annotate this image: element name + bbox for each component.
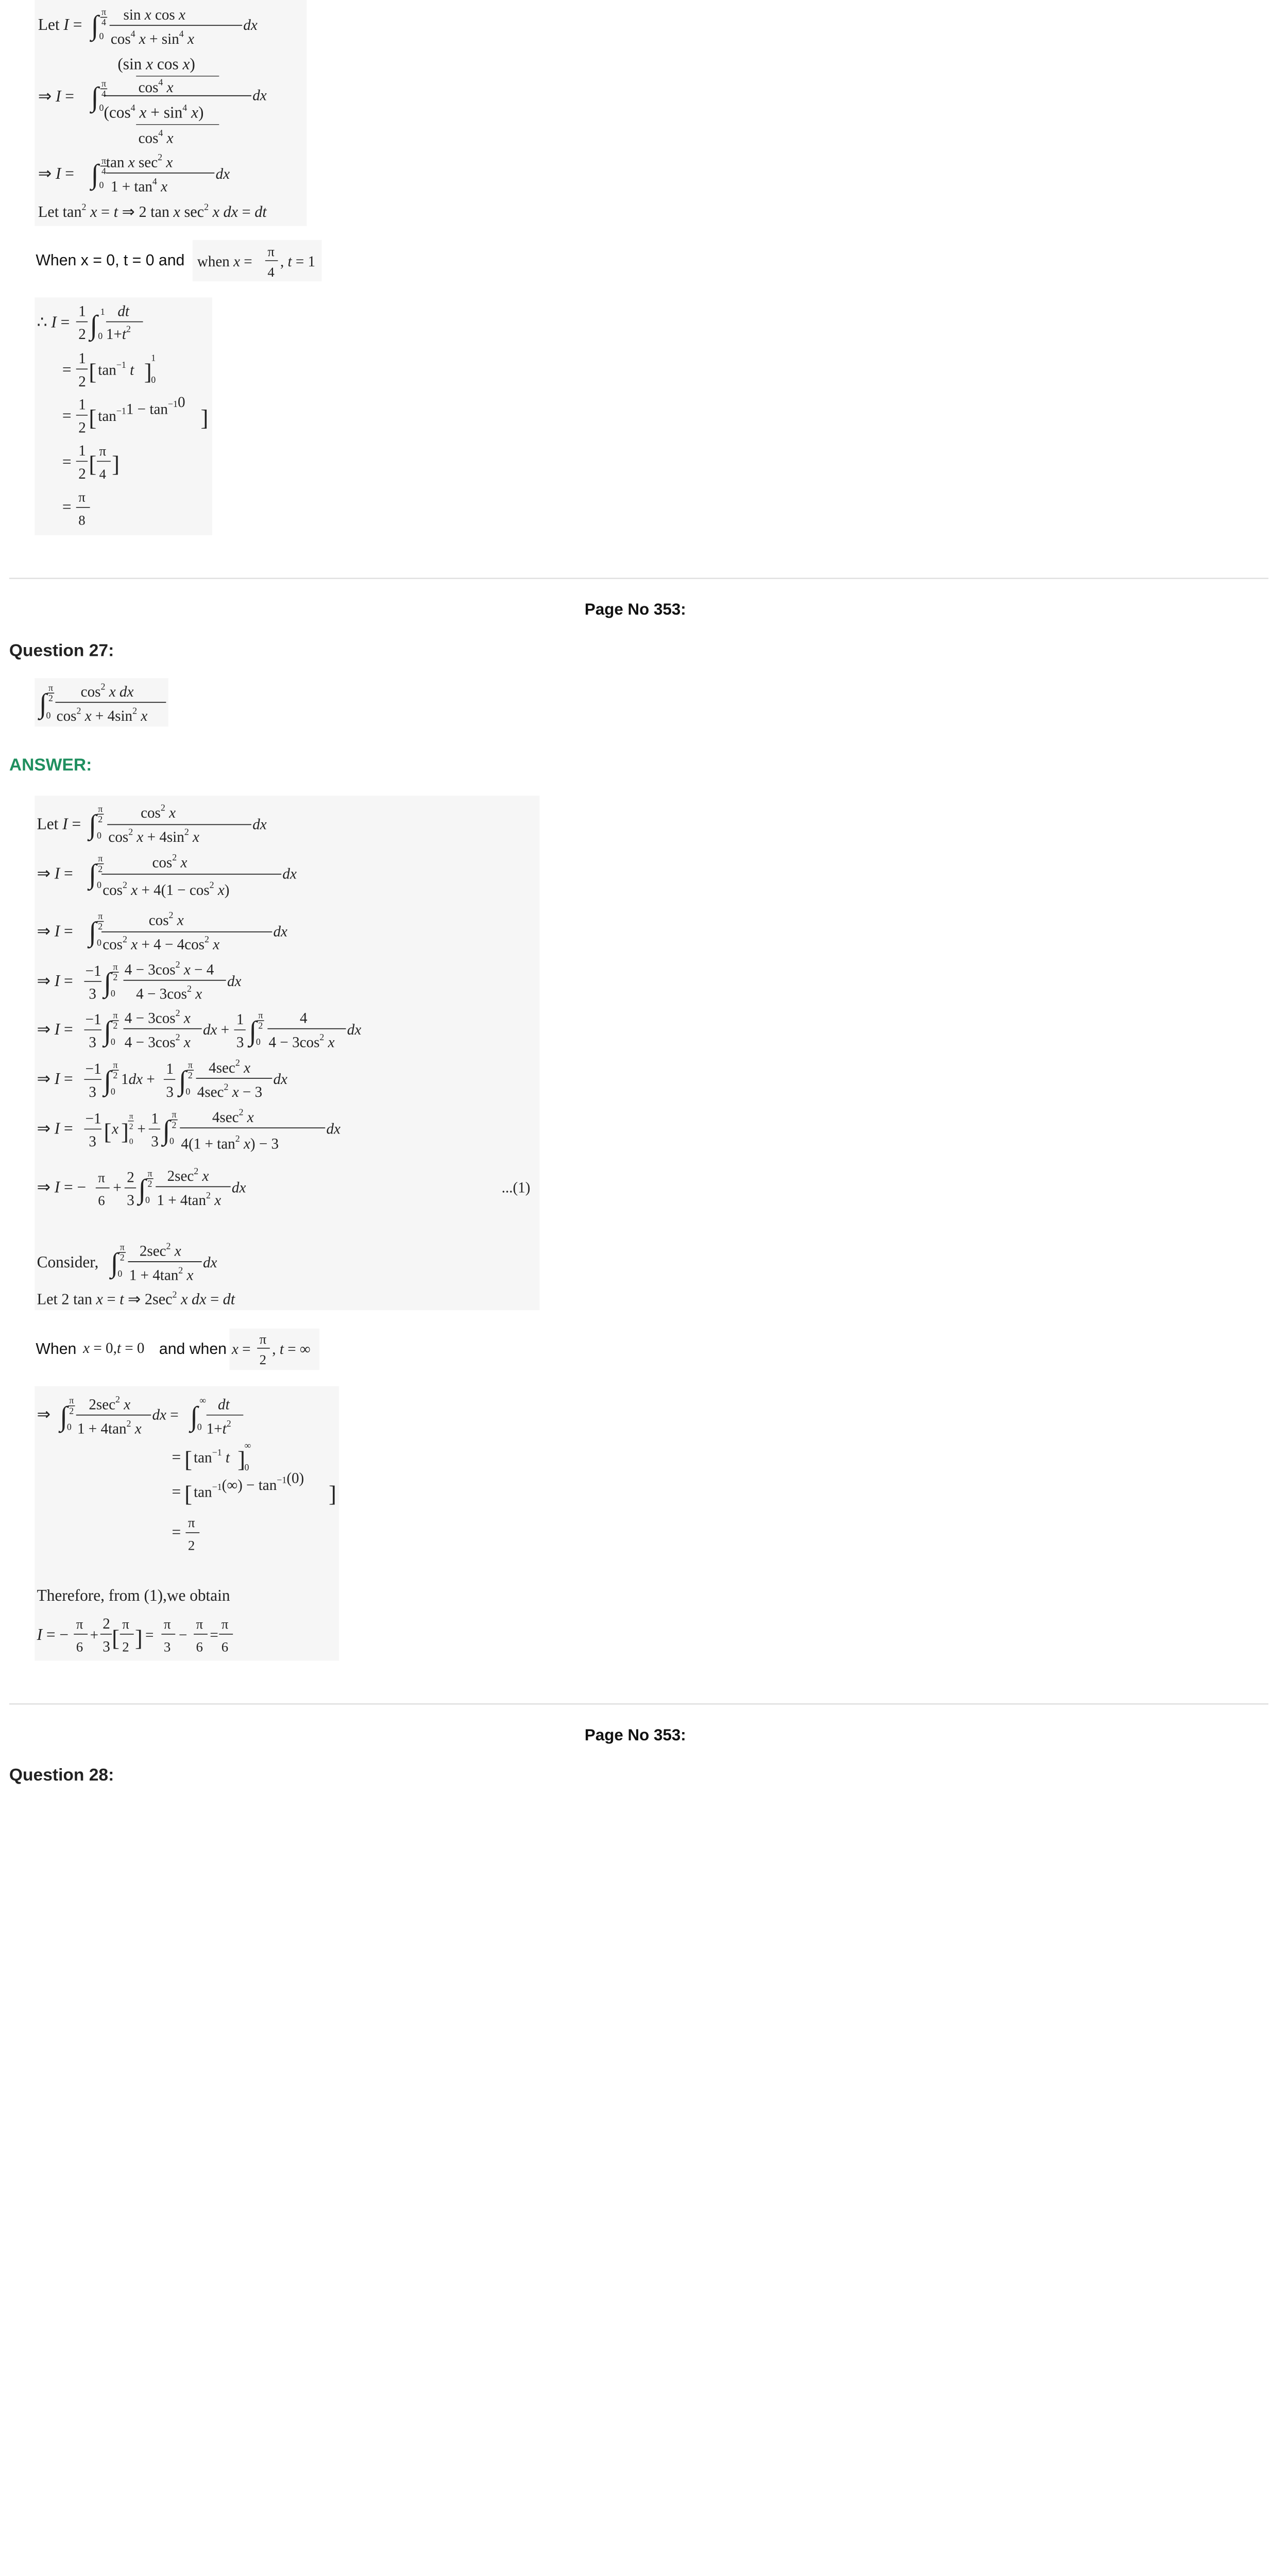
svg-text:⇒ I =: ⇒ I = xyxy=(37,1070,73,1088)
top-solution-image-2 xyxy=(35,298,212,535)
svg-text:2sec2 x: $2\sec^2$ x xyxy=(167,1165,209,1185)
svg-text:[: [ xyxy=(89,451,97,477)
svg-text:]: ] xyxy=(328,1481,336,1507)
divider-1 xyxy=(9,578,1268,579)
svg-text:⇒ I =: ⇒ I = xyxy=(37,922,73,940)
svg-text:3: 3 xyxy=(151,1133,159,1150)
svg-text:2: 2 xyxy=(78,373,86,390)
svg-text:cos2 x: $\cos^2 x$ xyxy=(148,909,184,929)
svg-text:2: 2 xyxy=(113,1070,118,1080)
svg-text:1: 1 xyxy=(236,1011,244,1028)
svg-text:...(1): ...(1) xyxy=(501,1179,531,1196)
svg-text:dx: dx xyxy=(273,1071,287,1088)
svg-text:∫: ∫ xyxy=(89,809,97,840)
svg-text:cos2 x + 4sin2 x: $\cos^2 x + 4\sin^2$ x xyxy=(56,705,148,725)
svg-text:dx: dx xyxy=(215,165,230,182)
question-27-integral xyxy=(35,678,168,726)
svg-text:=: = xyxy=(172,1482,181,1501)
svg-text:π: π xyxy=(122,1616,129,1632)
svg-text:(sin x cos x): (sin x cos x) xyxy=(117,55,195,73)
svg-text:0: 0 xyxy=(197,1421,202,1432)
svg-text:0: 0 xyxy=(66,1421,72,1432)
svg-text:x: x xyxy=(112,1121,119,1138)
svg-text:dx: dx xyxy=(252,87,267,104)
svg-text:dx: dx xyxy=(347,1021,362,1038)
svg-text:π: π xyxy=(101,7,107,18)
svg-text:4 − 3cos2 x: $4 - 3\cos^2$ x xyxy=(124,1032,191,1051)
top-solution-math-1 xyxy=(35,0,307,226)
svg-text:∫: ∫ xyxy=(89,858,97,890)
svg-text:]: ] xyxy=(121,1118,129,1145)
svg-text:1: 1 xyxy=(151,1110,159,1127)
svg-text:⇒ I =: ⇒ I = xyxy=(37,971,73,990)
svg-text:=: = xyxy=(172,1448,181,1466)
svg-text:4: 4 xyxy=(267,264,275,280)
svg-text:2: 2 xyxy=(147,1178,152,1189)
svg-text:4(1 + tan2 x) − 3: $4(1 + \tan^2 x) - 3$ xyxy=(181,1133,279,1153)
svg-text:Let 2 tan x = t ⇒ 2sec2 x dx =: Let 2 tan x = t ⇒ $2\sec^2$ x dx = dt xyxy=(37,1289,235,1308)
svg-text:Let tan2 x = t ⇒ 2 tan x sec2: Let $\tan^2 x = t$ ⇒ 2 tan x $\sec^2 x$ dx = dt xyxy=(38,201,267,221)
svg-text:dt: dt xyxy=(218,1396,230,1413)
substitution-image xyxy=(35,1386,339,1661)
svg-text:2: 2 xyxy=(103,1615,110,1632)
svg-text:tan−1 t: $\tan^{-1} t$ xyxy=(98,360,134,379)
svg-text:=: = xyxy=(210,1627,218,1644)
svg-text:2: 2 xyxy=(113,1020,118,1031)
top-solution-image-1 xyxy=(35,0,307,226)
svg-text:2: 2 xyxy=(172,1120,177,1130)
svg-text:0: 0 xyxy=(98,331,103,342)
svg-text:=: = xyxy=(62,497,72,516)
svg-text:2: 2 xyxy=(188,1070,193,1080)
svg-text:dt: dt xyxy=(117,303,129,320)
svg-text:4 − 3cos2 x: $4 - 3\cos^2$ x xyxy=(136,984,202,1003)
svg-text:4sec2 x: $4\sec^2$ x xyxy=(212,1107,254,1126)
svg-text:∫: ∫ xyxy=(104,967,112,998)
svg-text:2: 2 xyxy=(78,419,86,436)
svg-text:3: 3 xyxy=(166,1083,174,1100)
svg-text:2sec2 x: $2\sec^2$ x xyxy=(89,1394,131,1413)
svg-text:π: π xyxy=(98,803,103,814)
svg-text:dx: dx xyxy=(282,866,297,883)
svg-text:π: π xyxy=(163,1616,171,1632)
svg-text:[: [ xyxy=(112,1625,120,1651)
svg-text:=: = xyxy=(145,1627,154,1644)
page-number-header-2: Page No 353: xyxy=(584,1725,686,1744)
svg-text:1: 1 xyxy=(78,350,86,367)
question-27-solution-image xyxy=(35,796,539,1310)
svg-text:2: 2 xyxy=(129,1122,133,1131)
svg-text:3: 3 xyxy=(89,1133,96,1150)
when-math-1 xyxy=(81,1333,159,1361)
svg-text:dx: dx xyxy=(252,816,267,833)
svg-text:3: 3 xyxy=(89,1034,96,1051)
svg-text:π: π xyxy=(98,1170,105,1185)
svg-text:∫: ∫ xyxy=(60,1400,68,1432)
svg-text:x =: x = xyxy=(231,1341,251,1358)
answer-label: ANSWER: xyxy=(9,755,92,775)
svg-text:∫: ∫ xyxy=(91,10,99,41)
svg-text:cos4 x: $\cos^4 x$ xyxy=(138,77,174,96)
svg-text:2: 2 xyxy=(120,1252,125,1263)
svg-text:4: 4 xyxy=(101,166,106,177)
svg-text:∫: ∫ xyxy=(138,1173,146,1205)
svg-text:1: 1 xyxy=(78,396,86,413)
svg-text:4 − 3cos2 x − 4: $4 - 3\cos^2$ x − 4 xyxy=(124,959,214,978)
svg-text:1 + 4tan2 x: $1 + 4\tan^2$ x xyxy=(129,1265,194,1284)
svg-text:0: 0 xyxy=(244,1462,249,1473)
limits-math-1 xyxy=(193,240,322,282)
svg-text:tan−11 − tan−10: $\tan^{-1}1 - \tan^{-1}0$ xyxy=(98,394,185,425)
svg-text:0: 0 xyxy=(185,1086,191,1097)
svg-text:∴ I =: ∴ I = xyxy=(37,313,70,331)
svg-text:π: π xyxy=(113,961,118,972)
svg-text:0: 0 xyxy=(110,988,115,999)
svg-text:π: π xyxy=(113,1010,118,1021)
svg-text:2: 2 xyxy=(113,972,118,982)
svg-text:⇒ I =: ⇒ I = xyxy=(37,1020,73,1038)
svg-text:1 + tan4 x: $1 + \tan^4 x$ xyxy=(110,176,168,195)
svg-text:[: [ xyxy=(184,1446,193,1472)
svg-text:2: 2 xyxy=(78,465,86,482)
svg-text:1 + 4tan2 x: $1 + 4\tan^2$ x xyxy=(77,1418,142,1437)
svg-text:I = −: I = − xyxy=(37,1625,69,1644)
svg-text:⇒ I = −: ⇒ I = − xyxy=(37,1178,87,1196)
svg-text:∫: ∫ xyxy=(39,688,47,719)
svg-text:1: 1 xyxy=(78,443,86,460)
svg-text:1+t2: $1+t^2$ xyxy=(106,324,131,343)
svg-text:dx: dx xyxy=(231,1179,246,1196)
svg-text:0: 0 xyxy=(145,1194,150,1205)
svg-text:0: 0 xyxy=(151,375,156,385)
svg-text:2: 2 xyxy=(78,326,86,343)
svg-text:3: 3 xyxy=(163,1639,171,1655)
svg-text:dx: dx xyxy=(273,923,287,940)
svg-text:1: 1 xyxy=(100,307,105,317)
svg-text:x = 0,t = 0: x = 0,t = 0 xyxy=(83,1340,145,1357)
svg-text:∞: ∞ xyxy=(244,1440,251,1451)
svg-text:[: [ xyxy=(89,405,97,431)
svg-text:+: + xyxy=(90,1627,99,1644)
svg-text:0: 0 xyxy=(97,830,101,841)
svg-text:0: 0 xyxy=(117,1268,123,1279)
svg-text:0: 0 xyxy=(256,1037,261,1047)
svg-text:π: π xyxy=(147,1168,152,1179)
svg-text:Let I =: Let I = xyxy=(38,15,82,34)
svg-text:0: 0 xyxy=(169,1136,175,1146)
svg-text:∫: ∫ xyxy=(90,310,98,341)
svg-text:⇒ I =: ⇒ I = xyxy=(37,864,73,883)
svg-text:∫: ∫ xyxy=(110,1247,118,1279)
svg-text:∫: ∫ xyxy=(249,1015,257,1047)
svg-text:2: 2 xyxy=(127,1169,134,1186)
when-text: When xyxy=(36,1340,77,1358)
svg-text:]: ] xyxy=(144,359,152,385)
svg-text:∫: ∫ xyxy=(91,81,99,112)
svg-text:2sec2 x: $2\sec^2$ x xyxy=(139,1241,181,1260)
svg-text:1: 1 xyxy=(151,352,156,363)
svg-text:[: [ xyxy=(104,1118,112,1145)
svg-text:tan−1(∞) − tan−1(0): $\tan^{-1}(\infty) - \tan^{-1}(0)$ xyxy=(194,1470,304,1501)
svg-text:π: π xyxy=(98,853,103,864)
question-27-label: Question 27: xyxy=(9,641,114,661)
svg-text:]: ] xyxy=(237,1446,246,1472)
divider-2 xyxy=(9,1703,1268,1704)
svg-text:π: π xyxy=(120,1242,125,1252)
svg-text:6: 6 xyxy=(76,1639,83,1655)
svg-text:2: 2 xyxy=(48,693,53,704)
page-number-header-1: Page No 353: xyxy=(584,600,686,618)
svg-text:4: 4 xyxy=(101,17,106,28)
svg-text:∫: ∫ xyxy=(91,158,99,190)
svg-text:−1: −1 xyxy=(85,1110,101,1127)
svg-text:cos4 x + sin4 x: $\cos^4 x + \sin^4 x$ xyxy=(110,28,194,48)
svg-text:π: π xyxy=(267,243,275,259)
svg-text:2: 2 xyxy=(259,1352,267,1368)
svg-text:−1: −1 xyxy=(85,962,101,979)
svg-text:4: 4 xyxy=(300,1010,308,1027)
svg-text:0: 0 xyxy=(97,879,101,890)
svg-text:6: 6 xyxy=(196,1639,203,1655)
svg-text:Therefore, from (1),we obtain: Therefore, from (1),we obtain xyxy=(37,1586,230,1605)
svg-text:4 − 3cos2 x: $4 - 3\cos^2$ x xyxy=(268,1032,335,1051)
svg-text:∫: ∫ xyxy=(104,1065,112,1096)
svg-text:∫: ∫ xyxy=(162,1114,171,1146)
svg-text:π: π xyxy=(78,489,86,505)
svg-text:4sec2 x: $4\sec^2$ x xyxy=(209,1057,251,1076)
svg-text:dx: dx xyxy=(202,1255,217,1272)
svg-text:2: 2 xyxy=(98,921,103,932)
svg-text:⇒ I =: ⇒ I = xyxy=(38,164,74,182)
svg-text:∫: ∫ xyxy=(178,1065,186,1096)
svg-text:1 + 4tan2 x: $1 + 4\tan^2$ x xyxy=(157,1190,222,1209)
svg-text:, t = ∞: , t = ∞ xyxy=(272,1341,311,1358)
svg-text:∞: ∞ xyxy=(199,1395,207,1406)
svg-text:]: ] xyxy=(200,405,209,431)
svg-text:−1: −1 xyxy=(85,1061,101,1078)
svg-text:2: 2 xyxy=(122,1639,129,1655)
svg-text:=: = xyxy=(62,452,72,471)
svg-text:cos2 x: $\cos^2 x$ xyxy=(141,802,176,822)
svg-text:]: ] xyxy=(134,1625,143,1651)
svg-text:1: 1 xyxy=(166,1061,174,1078)
svg-text:π: π xyxy=(101,78,107,89)
svg-text:0: 0 xyxy=(46,710,51,721)
svg-text:+: + xyxy=(137,1121,146,1138)
svg-text:when x =: when x = xyxy=(197,253,252,270)
svg-text:π: π xyxy=(69,1395,74,1406)
svg-text:π: π xyxy=(259,1331,267,1347)
svg-text:3: 3 xyxy=(236,1034,244,1051)
svg-text:(cos4 x + sin4 x): ($\cos^4$ $x + \sin^4 x$) xyxy=(104,102,204,122)
svg-text:0: 0 xyxy=(99,179,104,190)
svg-text:]: ] xyxy=(112,451,120,477)
svg-text:0: 0 xyxy=(110,1086,115,1097)
svg-text:π: π xyxy=(172,1109,177,1120)
svg-text:tan−1 t: $\tan^{-1} t$ xyxy=(194,1447,230,1466)
svg-text:Let I =: Let I = xyxy=(37,815,81,833)
svg-text:3: 3 xyxy=(89,1083,96,1100)
svg-text:π: π xyxy=(188,1059,193,1070)
svg-text:cos4 x: $\cos^4 x$ xyxy=(138,128,174,147)
svg-text:dx =: dx = xyxy=(152,1406,179,1423)
svg-text:4sec2 x − 3: $4\sec^2$ x − 3 xyxy=(197,1081,263,1100)
svg-text:2: 2 xyxy=(98,814,103,825)
svg-text:π: π xyxy=(258,1010,263,1021)
svg-text:[: [ xyxy=(89,359,97,385)
svg-text:π: π xyxy=(221,1616,229,1632)
svg-text:0: 0 xyxy=(129,1137,133,1146)
svg-text:⇒: ⇒ xyxy=(37,1405,50,1423)
svg-text:dx: dx xyxy=(243,17,258,34)
svg-text:3: 3 xyxy=(89,986,96,1003)
svg-text:cos2 x dx: $\cos^2 x$ dx xyxy=(80,681,134,701)
substitution-math xyxy=(35,1386,339,1661)
svg-text:tan x sec2 x: tan x $\sec^2 x$ xyxy=(106,152,173,171)
svg-text:+: + xyxy=(113,1179,122,1196)
svg-text:4 − 3cos2 x: $4 - 3\cos^2$ x xyxy=(124,1008,191,1027)
svg-text:2: 2 xyxy=(98,863,103,874)
when-math-2 xyxy=(229,1329,319,1370)
svg-text:8: 8 xyxy=(78,512,86,528)
svg-text:[: [ xyxy=(184,1481,193,1507)
svg-text:sin x cos x: sin x cos x xyxy=(123,7,185,24)
svg-text:2: 2 xyxy=(69,1405,74,1416)
svg-text:π: π xyxy=(101,155,107,166)
svg-text:π: π xyxy=(99,443,107,459)
svg-text:4: 4 xyxy=(99,466,106,482)
svg-text:=: = xyxy=(62,360,72,379)
and-when-text: and when xyxy=(159,1340,227,1358)
svg-text:∫: ∫ xyxy=(89,916,97,947)
svg-text:cos2 x + 4(1 − cos2 x): $\cos^2 x + 4(1 - \cos^2 x)$ xyxy=(103,879,230,899)
top-solution-math-2 xyxy=(35,298,212,535)
svg-text:1dx +: 1dx + xyxy=(121,1071,155,1088)
svg-text:∫: ∫ xyxy=(104,1015,112,1047)
svg-text:−1: −1 xyxy=(85,1011,101,1028)
svg-text:3: 3 xyxy=(103,1638,110,1655)
svg-text:cos2 x + 4sin2 x: $\cos^2 x + 4\sin^2$ x xyxy=(108,826,199,846)
svg-text:0: 0 xyxy=(99,102,104,113)
svg-text:dx: dx xyxy=(227,973,242,990)
svg-text:dx +: dx + xyxy=(202,1021,230,1038)
svg-text:Consider,: Consider, xyxy=(37,1253,99,1272)
svg-text:π: π xyxy=(188,1514,195,1530)
svg-text:4: 4 xyxy=(101,89,106,99)
svg-text:π: π xyxy=(196,1616,203,1632)
svg-text:dx: dx xyxy=(326,1121,340,1138)
svg-text:π: π xyxy=(113,1059,118,1070)
svg-text:−: − xyxy=(178,1627,188,1644)
svg-text:π: π xyxy=(76,1616,83,1632)
svg-text:cos2 x: $\cos^2 x$ xyxy=(152,852,188,871)
svg-text:π: π xyxy=(129,1112,133,1121)
question-27-solution-math xyxy=(35,796,539,1310)
svg-text:π: π xyxy=(98,911,103,922)
svg-text:⇒ I =: ⇒ I = xyxy=(37,1119,73,1138)
svg-text:∫: ∫ xyxy=(190,1400,198,1432)
svg-text:0: 0 xyxy=(110,1037,115,1047)
svg-text:6: 6 xyxy=(221,1639,229,1655)
svg-text:cos2 x + 4 − 4cos2 x: $\cos^2 x + 4 - 4\cos^2$ x xyxy=(103,934,220,953)
svg-text:=: = xyxy=(172,1522,181,1541)
limits-text-1: When x = 0, t = 0 and xyxy=(36,251,185,269)
question-28-label: Question 28: xyxy=(9,1766,114,1786)
svg-text:2: 2 xyxy=(188,1537,195,1553)
svg-text:0: 0 xyxy=(97,937,101,948)
svg-text:, t = 1: , t = 1 xyxy=(280,253,316,270)
svg-text:3: 3 xyxy=(127,1192,134,1209)
svg-text:1+t2: $1+t^2$ xyxy=(206,1418,231,1437)
svg-text:2: 2 xyxy=(258,1020,263,1031)
svg-text:0: 0 xyxy=(99,31,104,42)
svg-text:1: 1 xyxy=(78,303,86,320)
svg-text:=: = xyxy=(62,406,72,425)
svg-text:6: 6 xyxy=(98,1193,105,1209)
svg-text:⇒ I =: ⇒ I = xyxy=(38,87,74,105)
svg-text:π: π xyxy=(48,682,54,693)
